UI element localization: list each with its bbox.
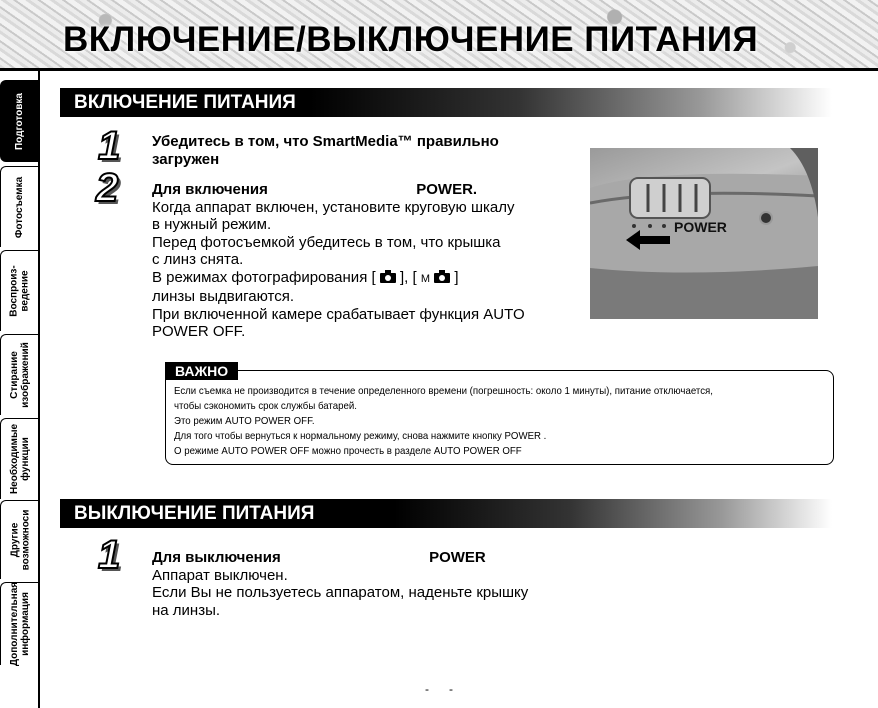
- step-off-bold-prefix: Для выключения: [152, 549, 281, 566]
- header-banner: [0, 0, 878, 68]
- note-line: Для того чтобы вернуться к нормальному режиму, снова нажмите кнопку POWER .: [174, 430, 547, 442]
- step-off-1-text: [152, 549, 528, 619]
- important-note-text: [174, 384, 713, 459]
- sidebar-tab-label: Подготовка: [13, 92, 25, 150]
- sidebar-tab-erasing[interactable]: [0, 334, 39, 415]
- step-2-line: Перед фотосъемкой убедитесь в том, что крышка: [152, 233, 501, 251]
- sidebar-tab-label: Необходимые функции: [9, 423, 32, 495]
- section-heading-fade: [310, 88, 832, 117]
- section-heading-label: ВКЛЮЧЕНИЕ ПИТАНИЯ: [60, 88, 310, 117]
- step-2-line: Когда аппарат включен, установите круговую шкалу: [152, 198, 515, 216]
- mode-line-middle: ], [: [400, 268, 417, 286]
- sidebar-tab-functions[interactable]: [0, 418, 39, 499]
- step-2-heading: [152, 181, 525, 199]
- step-2-bold-prefix: Для включения: [152, 181, 268, 198]
- step-2-line: в нужный режим.: [152, 216, 272, 233]
- step-2-line: с линз снята.: [152, 251, 244, 268]
- section-heading-power-on: [60, 88, 832, 117]
- power-label: POWER: [674, 219, 727, 235]
- step-1-line-1: Убедитесь в том, что SmartMedia™ правильно: [152, 133, 499, 150]
- step-number-1: 1: [98, 124, 121, 168]
- sidebar-tab-preparation[interactable]: [0, 80, 38, 162]
- step-2-line: линзы выдвигаются.: [152, 288, 294, 305]
- camera-icon: [380, 270, 396, 283]
- section-heading-label: ВЫКЛЮЧЕНИЕ ПИТАНИЯ: [60, 499, 394, 528]
- step-2-text: [152, 181, 525, 341]
- step-2-line: При включенной камере срабатывает функция AUTO: [152, 305, 525, 323]
- sidebar-tab-shooting[interactable]: [0, 166, 39, 247]
- note-line: чтобы сэкономить срок службы батарей.: [174, 400, 357, 412]
- step-off-heading: [152, 549, 528, 567]
- section-heading-fade: [394, 499, 832, 528]
- mode-line-suffix: ]: [454, 268, 459, 286]
- sidebar-tab-other[interactable]: [0, 500, 39, 579]
- step-off-line: на линзы.: [152, 601, 221, 619]
- step-number-2: 2: [96, 166, 119, 210]
- sidebar-tab-playback[interactable]: [0, 250, 39, 331]
- step-2-mode-line: [152, 269, 525, 289]
- step-number-off-1: 1: [98, 533, 121, 577]
- page-title: ВКЛЮЧЕНИЕ/ВЫКЛЮЧЕНИЕ ПИТАНИЯ: [63, 20, 759, 59]
- step-off-bold-suffix: POWER: [429, 549, 486, 566]
- step-off-line: Аппарат выключен.: [152, 566, 288, 584]
- step-2-line: POWER OFF.: [152, 323, 246, 340]
- step-1-text: [152, 133, 499, 168]
- step-1-line-2: загружен: [152, 150, 220, 168]
- sidebar-tab-label: Другие возможноси: [9, 509, 31, 571]
- note-line: О режиме AUTO POWER OFF можно прочесть в разделе AUTO POWER OFF: [174, 445, 522, 457]
- page-number-marks: - -: [425, 682, 453, 696]
- sidebar-tab-label: Фотосъемка: [14, 176, 26, 238]
- camera-power-switch-photo: [590, 148, 818, 319]
- header-rule: [0, 68, 878, 71]
- note-line: Это режим AUTO POWER OFF.: [174, 415, 315, 427]
- important-note-label: ВАЖНО: [165, 362, 238, 380]
- camera-icon: [434, 270, 450, 283]
- sidebar-tab-additional[interactable]: [0, 582, 39, 665]
- sidebar-tab-label: Дополнительная информация: [9, 581, 32, 667]
- step-off-line: Если Вы не пользуетесь аппаратом, наденьте крышку: [152, 584, 529, 601]
- note-line: Если съемка не производится в течение определенного времени (погрешность: около 1 минуты), питание отключается,: [174, 385, 713, 397]
- section-heading-power-off: [60, 499, 832, 528]
- sidebar-tab-label: Стирание изображений: [9, 342, 31, 408]
- mode-line-prefix: В режимах фотографирования [: [152, 268, 376, 286]
- mode-m-label: M: [420, 272, 431, 285]
- sidebar-tab-label: Воспроиз- ведение: [9, 265, 31, 317]
- step-2-bold-suffix: POWER.: [416, 181, 478, 198]
